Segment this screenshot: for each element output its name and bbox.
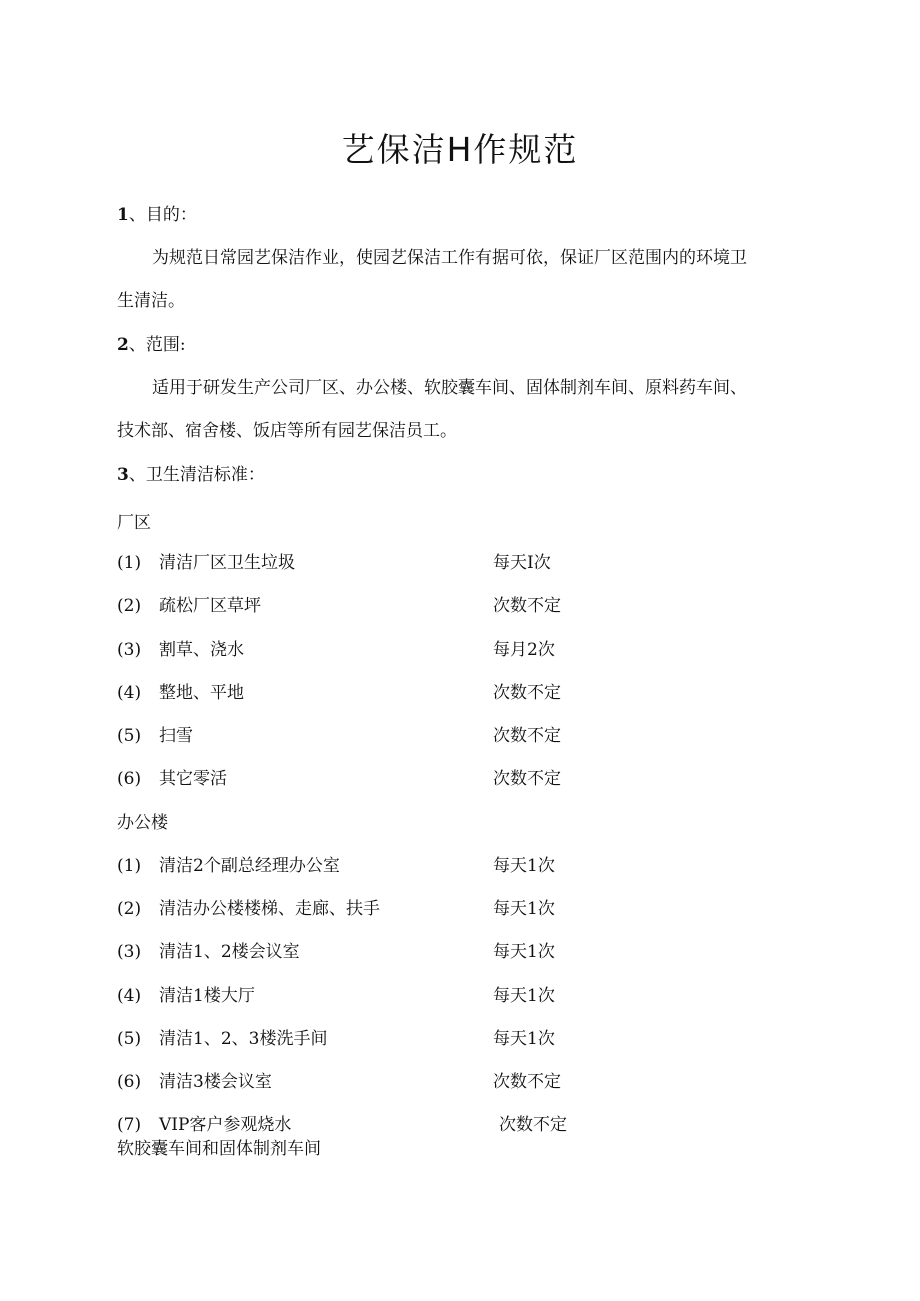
item-task: 清洁3楼会议室	[159, 1072, 272, 1092]
item-number: (5)	[117, 1029, 142, 1049]
item-number: (4)	[117, 683, 142, 703]
scope-paragraph-line-2: 技术部、宿舍楼、饭店等所有园艺保洁员工。	[117, 421, 457, 441]
item-frequency: 次数不定	[499, 1115, 567, 1135]
list-item	[117, 984, 617, 1008]
list-item	[117, 940, 617, 964]
item-frequency: 每天I次	[493, 553, 551, 573]
item-number: (2)	[117, 899, 142, 919]
section-heading-purpose	[117, 203, 197, 227]
section-number: 2	[117, 335, 129, 355]
section-number: 1	[117, 205, 129, 225]
purpose-paragraph-line-2: 生清洁。	[117, 291, 185, 311]
item-number: (5)	[117, 726, 142, 746]
section-separator: 、	[128, 465, 146, 485]
list-item	[117, 854, 617, 878]
item-frequency: 每天1次	[493, 942, 555, 962]
section-label: 卫生清洁标准：	[145, 465, 265, 485]
item-number: (6)	[117, 1072, 142, 1092]
area-heading-office: 办公楼	[117, 813, 168, 833]
item-task: 整地、平地	[159, 683, 244, 703]
item-number: (1)	[117, 856, 142, 876]
item-task: 清洁1、2、3楼洗手间	[159, 1029, 328, 1049]
scope-paragraph-line-1: 适用于研发生产公司厂区、办公楼、软胶囊车间、固体制剂车间、原料药车间、	[152, 378, 747, 398]
list-item	[117, 594, 617, 618]
purpose-paragraph-line-1: 为规范日常园艺保洁作业，使园艺保洁工作有据可依，保证厂区范围内的环境卫	[152, 248, 747, 268]
item-frequency: 每天1次	[493, 856, 555, 876]
item-number: (1)	[117, 553, 142, 573]
item-task: 扫雪	[159, 726, 193, 746]
section-separator: 、	[128, 335, 146, 355]
document-title: 艺保洁H作规范	[341, 130, 579, 169]
item-task: 清洁1楼大厅	[159, 986, 255, 1006]
section-separator: 、	[128, 205, 146, 225]
area-heading-workshop: 软胶囊车间和固体制剂车间	[117, 1139, 321, 1159]
item-number: (3)	[117, 942, 142, 962]
section-number: 3	[117, 465, 129, 485]
list-item	[117, 1113, 617, 1137]
item-task: 清洁厂区卫生垃圾	[159, 553, 295, 573]
item-frequency: 次数不定	[493, 769, 561, 789]
item-frequency: 每天1次	[493, 986, 555, 1006]
item-number: (2)	[117, 596, 142, 616]
item-task: 清洁办公楼楼梯、走廊、扶手	[159, 899, 380, 919]
list-item	[117, 897, 617, 921]
item-frequency: 每月2次	[493, 640, 555, 660]
item-number: (4)	[117, 986, 142, 1006]
section-heading-scope	[117, 333, 186, 357]
item-frequency: 次数不定	[493, 596, 561, 616]
list-item	[117, 767, 617, 791]
list-item	[117, 638, 617, 662]
item-frequency: 每天1次	[493, 899, 555, 919]
item-task: 清洁2个副总经理办公室	[159, 856, 340, 876]
item-task: 割草、浇水	[159, 640, 244, 660]
item-task: 清洁1、2楼会议室	[159, 942, 300, 962]
section-label: 目的：	[145, 205, 197, 225]
item-number: (3)	[117, 640, 142, 660]
item-task: 疏松厂区草坪	[159, 596, 261, 616]
item-frequency: 次数不定	[493, 726, 561, 746]
list-item	[117, 1070, 617, 1094]
item-task: VIP客户参观烧水	[159, 1115, 292, 1135]
section-label: 范围:	[145, 335, 186, 355]
item-frequency: 次数不定	[493, 683, 561, 703]
list-item	[117, 724, 617, 748]
area-heading-factory: 厂区	[117, 513, 151, 533]
item-number: (7)	[117, 1115, 142, 1135]
item-frequency: 每天1次	[493, 1029, 555, 1049]
list-item	[117, 1027, 617, 1051]
item-task: 其它零活	[159, 769, 227, 789]
item-number: (6)	[117, 769, 142, 789]
list-item	[117, 551, 617, 575]
list-item	[117, 681, 617, 705]
item-frequency: 次数不定	[493, 1072, 561, 1092]
section-heading-standards	[117, 463, 265, 487]
